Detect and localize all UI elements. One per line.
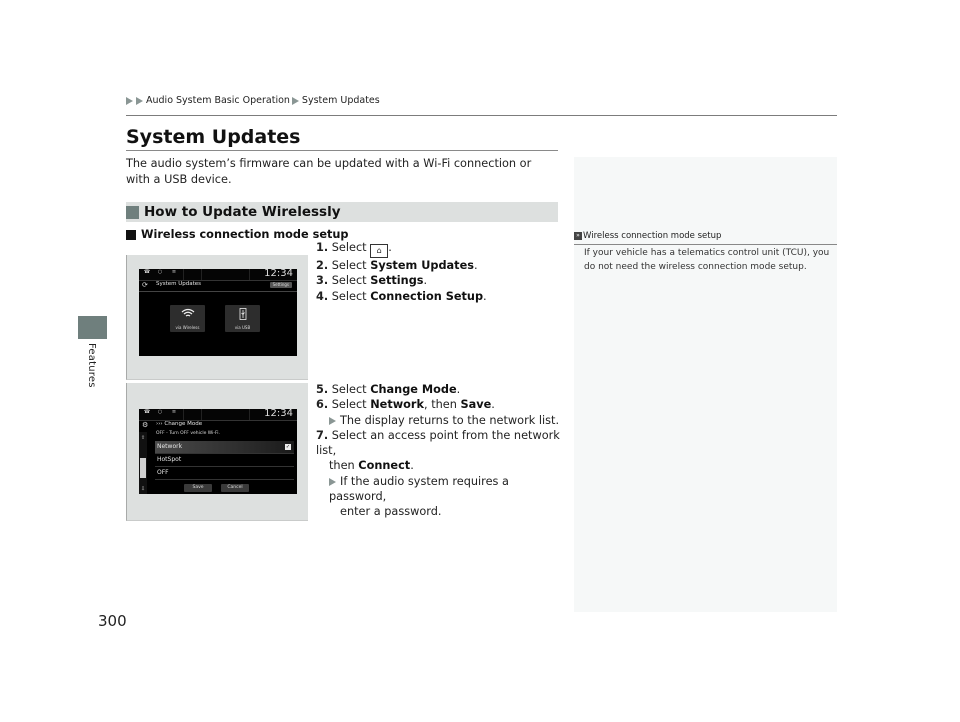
step-7-note-continued: enter a password. bbox=[340, 505, 442, 519]
scroll-thumb[interactable] bbox=[140, 458, 146, 478]
audio-screen bbox=[139, 409, 297, 494]
step-6-note: The display returns to the network list. bbox=[316, 413, 561, 428]
note-heading-link[interactable]: Wireless connection mode setup bbox=[583, 231, 722, 241]
step-7-continued: then Connect. bbox=[329, 459, 414, 473]
page-number: 300 bbox=[98, 612, 127, 630]
settings-button[interactable]: Settings bbox=[270, 282, 292, 288]
via-wireless-tile[interactable]: via Wireless bbox=[170, 305, 205, 332]
result-arrow-icon bbox=[329, 478, 336, 486]
usb-icon bbox=[225, 308, 260, 323]
note-body: If your vehicle has a telematics control unit (TCU), you do not need the wireless connection mode setup. bbox=[584, 248, 830, 272]
intro-paragraph: The audio system’s firmware can be updated with a Wi-Fi connection or with a USB device. bbox=[126, 157, 532, 186]
reference-icon: » bbox=[574, 232, 582, 240]
screen-title: System Updates bbox=[156, 281, 202, 287]
step-7-note: If the audio system requires a password, bbox=[329, 474, 509, 504]
audio-screen bbox=[139, 269, 297, 356]
option-hotspot[interactable]: HotSpot bbox=[155, 454, 294, 467]
cancel-button[interactable]: Cancel bbox=[221, 484, 249, 492]
side-note-panel bbox=[574, 157, 837, 612]
steps-list-2 bbox=[316, 382, 561, 520]
clock: 12:34 bbox=[264, 268, 293, 279]
breadcrumb-item[interactable]: Audio System Basic Operation bbox=[146, 95, 290, 106]
chapter-label: Features bbox=[86, 343, 97, 388]
section-square-icon bbox=[126, 206, 139, 219]
home-icon: ⌂ bbox=[370, 244, 388, 258]
steps-list-1 bbox=[316, 240, 561, 304]
fm-icon: ≡ bbox=[171, 269, 177, 275]
note-heading bbox=[574, 231, 837, 245]
step-5: 5. Select Change Mode. bbox=[316, 383, 461, 396]
section-title: How to Update Wirelessly bbox=[144, 204, 341, 220]
screen-title: ››› Change Mode bbox=[156, 421, 203, 427]
clock: 12:34 bbox=[264, 408, 293, 419]
refresh-icon: ⟳ bbox=[142, 281, 148, 289]
result-arrow-icon bbox=[329, 417, 336, 425]
screen-topbar bbox=[139, 409, 297, 421]
navigation-icon: ○ bbox=[157, 269, 163, 275]
subsection-square-icon bbox=[126, 230, 136, 240]
mode-description: OFF - Turn OFF vehicle Wi-Fi. bbox=[156, 431, 220, 436]
navigation-icon: ○ bbox=[157, 409, 163, 415]
chapter-tab bbox=[78, 316, 107, 339]
screen-title-row bbox=[139, 421, 297, 431]
step-4: 4. Select Connection Setup. bbox=[316, 289, 487, 303]
step-3: 3. Select Settings. bbox=[316, 274, 428, 288]
breadcrumb bbox=[126, 95, 380, 106]
breadcrumb-arrow-icon bbox=[292, 97, 299, 105]
option-off[interactable]: OFF bbox=[155, 467, 294, 480]
scroll-up-icon[interactable]: ⇧ bbox=[140, 435, 146, 441]
title-divider bbox=[126, 150, 558, 151]
subsection-title: Wireless connection mode setup bbox=[141, 228, 349, 241]
step-2: 2. Select System Updates. bbox=[316, 259, 478, 272]
page-title: System Updates bbox=[126, 126, 301, 148]
header-divider bbox=[126, 115, 837, 116]
wifi-icon bbox=[170, 308, 205, 321]
phone-icon: ☎ bbox=[143, 409, 151, 415]
screen-topbar bbox=[139, 269, 297, 281]
step-1: 1. Select ⌂ . bbox=[316, 240, 561, 258]
fm-icon: ≡ bbox=[171, 409, 177, 415]
screenshot-system-updates bbox=[126, 255, 308, 380]
screen-title-row bbox=[139, 281, 297, 292]
scrollbar[interactable] bbox=[139, 432, 147, 494]
phone-icon: ☎ bbox=[143, 269, 151, 275]
screenshot-change-mode bbox=[126, 383, 308, 521]
gear-icon: ⚙ bbox=[142, 421, 149, 429]
checkbox-checked-icon[interactable]: ✓ bbox=[285, 444, 291, 450]
option-network[interactable]: Network ✓ bbox=[155, 441, 294, 454]
breadcrumb-arrow-icon bbox=[136, 97, 143, 105]
section-header bbox=[126, 202, 558, 222]
scroll-down-icon[interactable]: ⇩ bbox=[140, 486, 146, 492]
breadcrumb-item-current: System Updates bbox=[301, 95, 380, 106]
breadcrumb-arrow-icon bbox=[126, 97, 133, 105]
via-usb-tile[interactable]: via USB bbox=[225, 305, 260, 332]
step-6: 6. Select Network, then Save. bbox=[316, 398, 495, 412]
save-button[interactable]: Save bbox=[184, 484, 212, 492]
step-7: 7. Select an access point from the network list, bbox=[316, 428, 560, 458]
